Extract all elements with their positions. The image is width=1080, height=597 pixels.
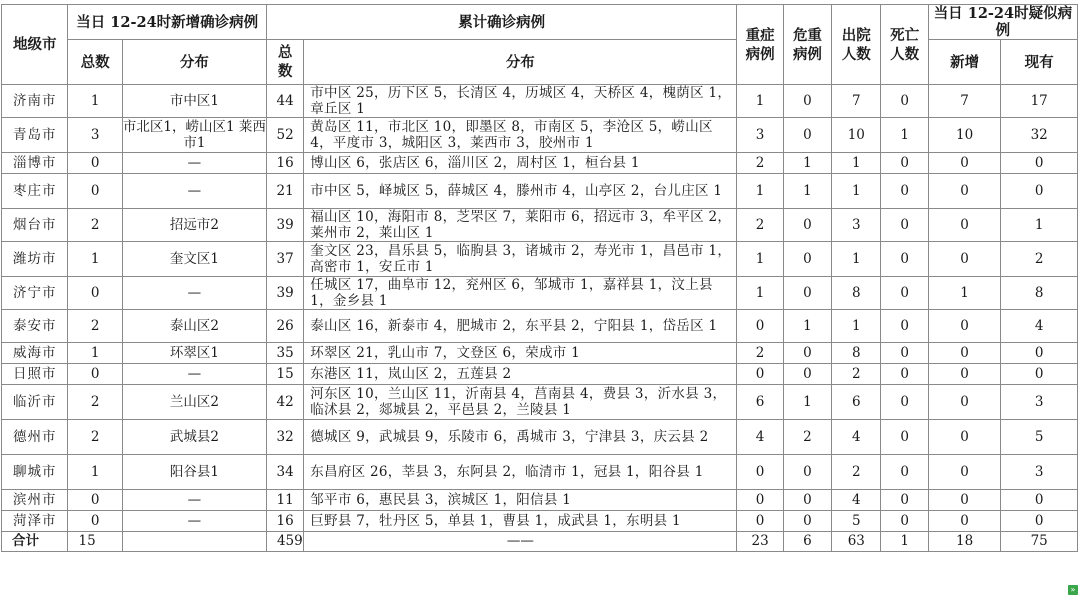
severe-cell: 2 <box>737 153 783 174</box>
suspect-current-cell: 3 <box>1001 385 1078 420</box>
table-row <box>2 118 1078 153</box>
city-cell: 济宁市 <box>2 277 68 310</box>
deaths-cell: 0 <box>881 209 928 242</box>
new-total-cell: 2 <box>68 420 122 455</box>
total-label: 合计 <box>2 532 68 552</box>
header-severe: 重症病例 <box>737 5 783 85</box>
header-new-dist: 分布 <box>122 40 266 85</box>
table-row <box>2 511 1078 532</box>
header-deaths: 死亡人数 <box>881 5 928 85</box>
new-dist-cell: — <box>122 153 266 174</box>
deaths-cell: 0 <box>881 490 928 511</box>
suspect-current-cell: 0 <box>1001 490 1078 511</box>
new-total-cell: 0 <box>68 277 122 310</box>
critical-cell: 1 <box>783 310 831 343</box>
critical-cell: 1 <box>783 385 831 420</box>
deaths-cell: 0 <box>881 277 928 310</box>
suspect-new-cell: 10 <box>928 118 1001 153</box>
header-suspect-new: 新增 <box>928 40 1001 85</box>
cum-total-cell: 26 <box>266 310 303 343</box>
suspect-new-cell: 0 <box>928 174 1001 209</box>
city-cell: 潍坊市 <box>2 242 68 277</box>
severe-cell: 0 <box>737 511 783 532</box>
cum-dist-cell: 福山区 10，海阳市 8，芝罘区 7，莱阳市 6，招远市 3，牟平区 2，莱州市 2，莱山区 1 <box>304 209 737 242</box>
critical-cell: 0 <box>783 242 831 277</box>
covid-cases-table <box>1 4 1078 552</box>
city-cell: 滨州市 <box>2 490 68 511</box>
suspect-current-cell: 1 <box>1001 209 1078 242</box>
critical-cell: 0 <box>783 118 831 153</box>
cum-dist-cell: 市中区 25，历下区 5，长清区 4，历城区 4，天桥区 4，槐荫区 1，章丘区 1 <box>304 85 737 118</box>
suspect-current-cell: 0 <box>1001 511 1078 532</box>
new-total-cell: 0 <box>68 174 122 209</box>
deaths-cell: 0 <box>881 385 928 420</box>
header-new-group: 当日 12-24时新增确诊病例 <box>68 5 266 40</box>
discharged-cell: 8 <box>832 277 881 310</box>
total-row <box>2 532 1078 552</box>
table-row <box>2 385 1078 420</box>
severe-cell: 3 <box>737 118 783 153</box>
new-dist-cell: 泰山区2 <box>122 310 266 343</box>
suspect-new-cell: 0 <box>928 364 1001 385</box>
total-cum-dist-cell: —— <box>304 532 737 552</box>
suspect-new-cell: 0 <box>928 209 1001 242</box>
table-row <box>2 364 1078 385</box>
suspect-current-cell: 3 <box>1001 455 1078 490</box>
cum-dist-cell: 任城区 17，曲阜市 12，兖州区 6，邹城市 1，嘉祥县 1，汶上县 1，金乡县 1 <box>304 277 737 310</box>
city-cell: 德州市 <box>2 420 68 455</box>
header-cum-total: 总数 <box>266 40 303 85</box>
severe-cell: 6 <box>737 385 783 420</box>
deaths-cell: 0 <box>881 364 928 385</box>
new-dist-cell: 环翠区1 <box>122 343 266 364</box>
discharged-cell: 1 <box>832 153 881 174</box>
total-deaths-cell: 1 <box>881 532 928 552</box>
suspect-new-cell: 0 <box>928 420 1001 455</box>
deaths-cell: 0 <box>881 343 928 364</box>
cum-total-cell: 34 <box>266 455 303 490</box>
suspect-new-cell: 0 <box>928 385 1001 420</box>
total-suspect-new-cell: 18 <box>928 532 1001 552</box>
discharged-cell: 6 <box>832 385 881 420</box>
city-cell: 菏泽市 <box>2 511 68 532</box>
new-dist-cell: 奎文区1 <box>122 242 266 277</box>
severe-cell: 2 <box>737 209 783 242</box>
header-cum-dist: 分布 <box>304 40 737 85</box>
city-cell: 威海市 <box>2 343 68 364</box>
severe-cell: 0 <box>737 455 783 490</box>
suspect-current-cell: 2 <box>1001 242 1078 277</box>
new-total-cell: 1 <box>68 242 122 277</box>
header-cum-group: 累计确诊病例 <box>266 5 736 40</box>
table-row <box>2 174 1078 209</box>
new-total-cell: 1 <box>68 455 122 490</box>
critical-cell: 0 <box>783 209 831 242</box>
discharged-cell: 8 <box>832 343 881 364</box>
suspect-current-cell: 8 <box>1001 277 1078 310</box>
city-cell: 枣庄市 <box>2 174 68 209</box>
cum-dist-cell: 博山区 6，张店区 6，淄川区 2，周村区 1，桓台县 1 <box>304 153 737 174</box>
cum-dist-cell: 环翠区 21，乳山市 7，文登区 6，荣成市 1 <box>304 343 737 364</box>
discharged-cell: 1 <box>832 310 881 343</box>
total-severe-cell: 23 <box>737 532 783 552</box>
table-row <box>2 490 1078 511</box>
cum-total-cell: 39 <box>266 277 303 310</box>
suspect-new-cell: 0 <box>928 153 1001 174</box>
expand-icon[interactable]: » <box>1068 585 1078 595</box>
header-new-total: 总数 <box>68 40 122 85</box>
cum-dist-cell: 泰山区 16，新泰市 4，肥城市 2，东平县 2，宁阳县 1，岱岳区 1 <box>304 310 737 343</box>
deaths-cell: 0 <box>881 85 928 118</box>
suspect-current-cell: 5 <box>1001 420 1078 455</box>
suspect-new-cell: 0 <box>928 490 1001 511</box>
city-cell: 日照市 <box>2 364 68 385</box>
cum-dist-cell: 奎文区 23，昌乐县 5，临朐县 3，诸城市 2，寿光市 1，昌邑市 1，高密市 1，安丘市 1 <box>304 242 737 277</box>
new-dist-cell: 招远市2 <box>122 209 266 242</box>
suspect-current-cell: 4 <box>1001 310 1078 343</box>
table-row <box>2 242 1078 277</box>
table-row <box>2 310 1078 343</box>
critical-cell: 2 <box>783 420 831 455</box>
new-total-cell: 0 <box>68 490 122 511</box>
cum-total-cell: 11 <box>266 490 303 511</box>
discharged-cell: 3 <box>832 209 881 242</box>
cum-dist-cell: 黄岛区 11，市北区 10，即墨区 8，市南区 5，李沧区 5，崂山区 4，平度市 3，城阳区 3，莱西市 3，胶州市 1 <box>304 118 737 153</box>
city-cell: 泰安市 <box>2 310 68 343</box>
table-row <box>2 343 1078 364</box>
critical-cell: 1 <box>783 174 831 209</box>
new-dist-cell: 武城县2 <box>122 420 266 455</box>
city-cell: 济南市 <box>2 85 68 118</box>
total-new-dist-cell <box>122 532 266 552</box>
suspect-current-cell: 0 <box>1001 364 1078 385</box>
discharged-cell: 7 <box>832 85 881 118</box>
header-discharged: 出院人数 <box>832 5 881 85</box>
suspect-current-cell: 32 <box>1001 118 1078 153</box>
total-suspect-current-cell: 75 <box>1001 532 1078 552</box>
new-dist-cell: 兰山区2 <box>122 385 266 420</box>
discharged-cell: 1 <box>832 174 881 209</box>
cum-dist-cell: 邹平市 6，惠民县 3，滨城区 1，阳信县 1 <box>304 490 737 511</box>
city-cell: 青岛市 <box>2 118 68 153</box>
table-row <box>2 455 1078 490</box>
suspect-current-cell: 17 <box>1001 85 1078 118</box>
discharged-cell: 1 <box>832 242 881 277</box>
new-total-cell: 0 <box>68 511 122 532</box>
critical-cell: 0 <box>783 277 831 310</box>
cum-total-cell: 44 <box>266 85 303 118</box>
header-critical: 危重病例 <box>783 5 831 85</box>
cum-dist-cell: 东昌府区 26，莘县 3，东阿县 2，临清市 1，冠县 1，阳谷县 1 <box>304 455 737 490</box>
new-dist-cell: — <box>122 490 266 511</box>
critical-cell: 0 <box>783 85 831 118</box>
cum-total-cell: 42 <box>266 385 303 420</box>
deaths-cell: 0 <box>881 310 928 343</box>
suspect-new-cell: 1 <box>928 277 1001 310</box>
severe-cell: 0 <box>737 364 783 385</box>
table-row <box>2 277 1078 310</box>
critical-cell: 1 <box>783 153 831 174</box>
cum-total-cell: 15 <box>266 364 303 385</box>
critical-cell: 0 <box>783 455 831 490</box>
suspect-current-cell: 0 <box>1001 343 1078 364</box>
table-row <box>2 209 1078 242</box>
cum-dist-cell: 河东区 10，兰山区 11，沂南县 4，莒南县 4，费县 3，沂水县 3，临沭县 2，郯城县 2，平邑县 2，兰陵县 1 <box>304 385 737 420</box>
new-dist-cell: — <box>122 364 266 385</box>
cum-total-cell: 37 <box>266 242 303 277</box>
new-total-cell: 0 <box>68 364 122 385</box>
cum-total-cell: 39 <box>266 209 303 242</box>
cum-total-cell: 32 <box>266 420 303 455</box>
total-cum-total-cell: 459 <box>266 532 303 552</box>
new-total-cell: 1 <box>68 85 122 118</box>
new-total-cell: 2 <box>68 310 122 343</box>
severe-cell: 1 <box>737 277 783 310</box>
cum-dist-cell: 东港区 11，岚山区 2，五莲县 2 <box>304 364 737 385</box>
deaths-cell: 0 <box>881 153 928 174</box>
discharged-cell: 4 <box>832 490 881 511</box>
deaths-cell: 0 <box>881 455 928 490</box>
table-header <box>2 5 1078 85</box>
severe-cell: 4 <box>737 420 783 455</box>
severe-cell: 1 <box>737 174 783 209</box>
new-dist-cell: 阳谷县1 <box>122 455 266 490</box>
total-discharged-cell: 63 <box>832 532 881 552</box>
suspect-current-cell: 0 <box>1001 153 1078 174</box>
new-dist-cell: — <box>122 511 266 532</box>
deaths-cell: 0 <box>881 242 928 277</box>
new-total-cell: 2 <box>68 385 122 420</box>
suspect-new-cell: 0 <box>928 343 1001 364</box>
deaths-cell: 0 <box>881 420 928 455</box>
header-city: 地级市 <box>2 5 68 85</box>
suspect-new-cell: 0 <box>928 242 1001 277</box>
city-cell: 淄博市 <box>2 153 68 174</box>
city-cell: 聊城市 <box>2 455 68 490</box>
deaths-cell: 0 <box>881 174 928 209</box>
cum-total-cell: 21 <box>266 174 303 209</box>
city-cell: 烟台市 <box>2 209 68 242</box>
suspect-new-cell: 7 <box>928 85 1001 118</box>
severe-cell: 0 <box>737 310 783 343</box>
new-total-cell: 2 <box>68 209 122 242</box>
table-body <box>2 85 1078 552</box>
header-suspect-current: 现有 <box>1001 40 1078 85</box>
critical-cell: 0 <box>783 364 831 385</box>
new-dist-cell: — <box>122 277 266 310</box>
total-critical-cell: 6 <box>783 532 831 552</box>
new-total-cell: 3 <box>68 118 122 153</box>
header-suspect-group: 当日 12-24时疑似病例 <box>928 5 1077 40</box>
cum-total-cell: 52 <box>266 118 303 153</box>
critical-cell: 0 <box>783 511 831 532</box>
deaths-cell: 1 <box>881 118 928 153</box>
cum-dist-cell: 巨野县 7，牡丹区 5，单县 1，曹县 1，成武县 1，东明县 1 <box>304 511 737 532</box>
cum-dist-cell: 德城区 9，武城县 9，乐陵市 6，禹城市 3，宁津县 3，庆云县 2 <box>304 420 737 455</box>
table-row <box>2 85 1078 118</box>
suspect-new-cell: 0 <box>928 511 1001 532</box>
severe-cell: 1 <box>737 85 783 118</box>
discharged-cell: 2 <box>832 364 881 385</box>
severe-cell: 2 <box>737 343 783 364</box>
discharged-cell: 5 <box>832 511 881 532</box>
suspect-current-cell: 0 <box>1001 174 1078 209</box>
deaths-cell: 0 <box>881 511 928 532</box>
cum-total-cell: 35 <box>266 343 303 364</box>
table-row <box>2 153 1078 174</box>
suspect-new-cell: 0 <box>928 310 1001 343</box>
discharged-cell: 4 <box>832 420 881 455</box>
critical-cell: 0 <box>783 343 831 364</box>
discharged-cell: 10 <box>832 118 881 153</box>
cum-total-cell: 16 <box>266 511 303 532</box>
city-cell: 临沂市 <box>2 385 68 420</box>
critical-cell: 0 <box>783 490 831 511</box>
total-new-total-cell: 15 <box>68 532 122 552</box>
table-row <box>2 420 1078 455</box>
suspect-new-cell: 0 <box>928 455 1001 490</box>
new-dist-cell: 市北区1，崂山区1 莱西市1 <box>122 119 266 151</box>
severe-cell: 1 <box>737 242 783 277</box>
severe-cell: 0 <box>737 490 783 511</box>
new-dist-cell: 市中区1 <box>122 85 266 118</box>
cum-total-cell: 16 <box>266 153 303 174</box>
new-dist-cell: — <box>122 174 266 209</box>
new-total-cell: 0 <box>68 153 122 174</box>
discharged-cell: 2 <box>832 455 881 490</box>
new-total-cell: 1 <box>68 343 122 364</box>
cum-dist-cell: 市中区 5，峄城区 5，薛城区 4，滕州市 4，山亭区 2，台儿庄区 1 <box>304 174 737 209</box>
